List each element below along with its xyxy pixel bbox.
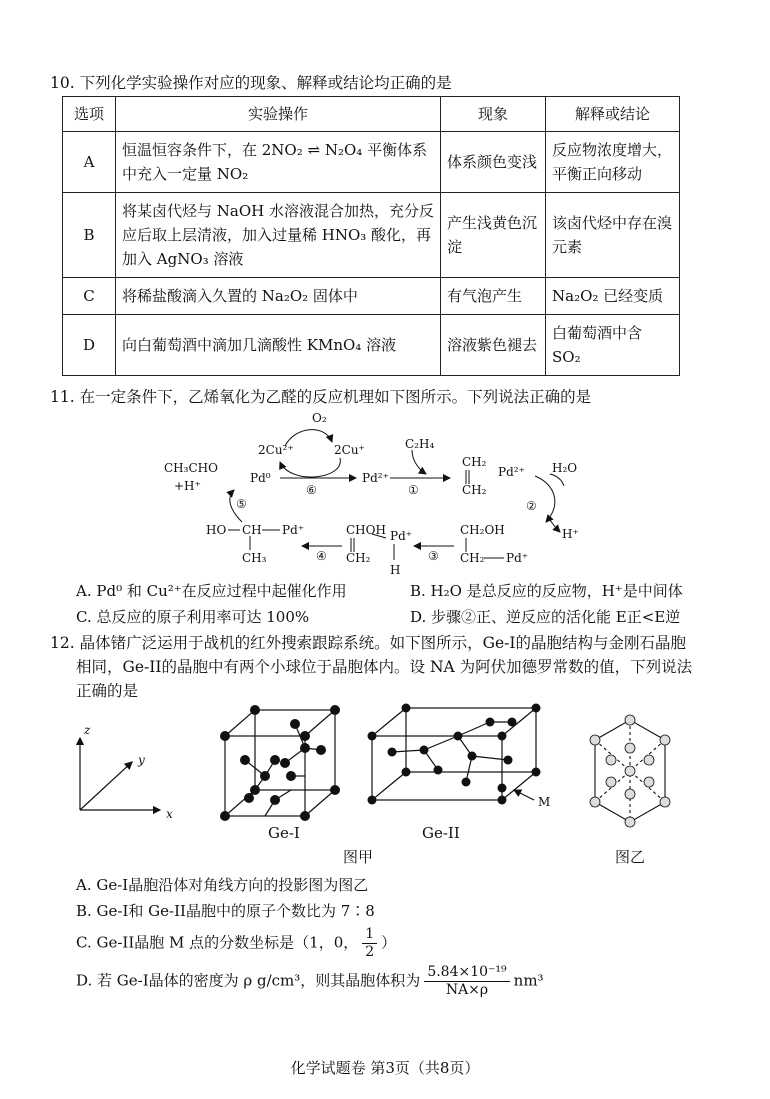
q11-option-c: C. 总反应的原子利用率可达 100% [76, 608, 310, 626]
row-operation: 将稀盐酸滴入久置的 Na₂O₂ 固体中 [116, 278, 441, 315]
row-phenomenon: 体系颜色变浅 [441, 132, 546, 193]
c2h4-label: C₂H₄ [405, 437, 435, 451]
o2-label: O₂ [312, 411, 327, 425]
table-row [63, 315, 680, 376]
row-conclusion: 白葡萄酒中含 SO₂ [546, 315, 680, 376]
fraction-denominator: NA×ρ [445, 982, 489, 998]
q10-table [62, 96, 680, 376]
table-row [63, 132, 680, 193]
header-operation: 实验操作 [116, 97, 441, 132]
step2: ② [526, 499, 537, 513]
ge1-label: Ge-I [268, 824, 300, 842]
fraction-denominator: 2 [365, 944, 375, 960]
header-option: 选项 [63, 97, 116, 132]
row-option: A [63, 132, 116, 193]
pdplus-2: Pd⁺ [390, 529, 413, 543]
h2o-label: H₂O [552, 461, 578, 475]
pd0-label: Pd⁰ [250, 471, 271, 485]
q11-mechanism-diagram [150, 410, 600, 580]
axis-x-label: x [166, 807, 173, 821]
step4: ④ [316, 549, 327, 563]
header-conclusion: 解释或结论 [546, 97, 680, 132]
pd2b-label: Pd²⁺ [498, 465, 525, 479]
m-point-label: M [538, 795, 551, 809]
q11-option-b: B. H₂O 是总反应的反应物，H⁺是中间体 [410, 582, 683, 600]
step1: ① [408, 483, 419, 497]
fig-jia-label: 图甲 [343, 848, 374, 866]
row-operation: 恒温恒容条件下，在 2NO₂ ⇌ N₂O₄ 平衡体系中充入一定量 NO₂ [116, 132, 441, 193]
q12-option-c-text: C. Ge-II晶胞 M 点的分数坐标是（1，0， [76, 933, 359, 952]
row-operation: 向白葡萄酒中滴加几滴酸性 KMnO₄ 溶液 [116, 315, 441, 376]
cu1-label: 2Cu⁺ [334, 443, 365, 457]
step6: ⑥ [306, 483, 317, 497]
pd2-label: Pd²⁺ [362, 471, 389, 485]
q11-option-d: D. 步骤②正、逆反应的活化能 E正<E逆 [410, 608, 681, 626]
row-conclusion: Na₂O₂ 已经变质 [546, 278, 680, 315]
row-conclusion: 反应物浓度增大，平衡正向移动 [546, 132, 680, 193]
row-phenomenon: 有气泡产生 [441, 278, 546, 315]
ch2oh-label: CH₂OH [460, 523, 505, 537]
ho-label: HO [206, 523, 227, 537]
step3: ③ [428, 549, 439, 563]
row-phenomenon: 产生浅黄色沉淀 [441, 193, 546, 278]
page-footer: 化学试题卷 第3页（共8页） [290, 1059, 480, 1077]
row-conclusion: 该卤代烃中存在溴元素 [546, 193, 680, 278]
fraction-volume [424, 964, 509, 999]
h-label: H [390, 563, 401, 577]
table-row [63, 193, 680, 278]
ch-label: CH [242, 523, 262, 537]
ge2-unit-cell [362, 700, 562, 830]
axis-z-label: z [84, 723, 91, 737]
table-row [63, 278, 680, 315]
q12-option-c [76, 926, 396, 961]
ch2-mid: CH₂ [346, 551, 371, 565]
chohl-label: CHOH [346, 523, 386, 537]
q12-option-a: A. Ge-I晶胞沿体对角线方向的投影图为图乙 [76, 876, 369, 894]
step5: ⑤ [236, 497, 247, 511]
hplus-label: H⁺ [562, 527, 579, 541]
row-option: C [63, 278, 116, 315]
q11-stem: 11. 在一定条件下，乙烯氧化为乙醛的反应机理如下图所示。下列说法正确的是 [50, 388, 592, 406]
row-operation: 将某卤代烃与 NaOH 水溶液混合加热，充分反应后取上层清液，加入过量稀 HNO₃ 酸化，再加入 AgNO₃ 溶液 [116, 193, 441, 278]
fig-yi-label: 图乙 [615, 848, 646, 866]
pdplus-3: Pd⁺ [506, 551, 529, 565]
q12-option-c-close: ） [381, 933, 397, 952]
q12-stem-line2: 相同，Ge-II的晶胞中有两个小球位于晶胞体内。设 NA 为阿伏加德罗常数的值，下列说法 [76, 658, 693, 676]
cu2-label: 2Cu²⁺ [258, 443, 294, 457]
axes-diagram [70, 720, 180, 830]
ge2-label: Ge-II [422, 824, 460, 842]
fraction-half [362, 926, 377, 961]
pdplus-1: Pd⁺ [282, 523, 305, 537]
row-option: D [63, 315, 116, 376]
q12-option-d [76, 964, 544, 999]
ch2-bottom: CH₂ [462, 483, 487, 497]
q11-option-a: A. Pd⁰ 和 Cu²⁺在反应过程中起催化作用 [76, 582, 347, 600]
axis-y-label: y [138, 753, 145, 767]
plush-label: +H⁺ [174, 479, 201, 493]
ch2-right: CH₂ [460, 551, 485, 565]
ch2-top: CH₂ [462, 455, 487, 469]
fraction-numerator: 1 [362, 926, 377, 944]
fraction-numerator: 5.84×10⁻¹⁹ [424, 964, 509, 982]
q12-stem-line3: 正确的是 [76, 682, 139, 700]
q10-stem: 10. 下列化学实验操作对应的现象、解释或结论均正确的是 [50, 74, 452, 92]
row-phenomenon: 溶液紫色褪去 [441, 315, 546, 376]
q12-option-b: B. Ge-I和 Ge-II晶胞中的原子个数比为 7∶8 [76, 902, 375, 920]
ch3-label: CH₃ [242, 551, 267, 565]
table-header-row [63, 97, 680, 132]
row-option: B [63, 193, 116, 278]
header-phenomenon: 现象 [441, 97, 546, 132]
ch3cho-label: CH₃CHO [164, 461, 218, 475]
q12-stem-line1: 12. 晶体锗广泛运用于战机的红外搜索跟踪系统。如下图所示，Ge-I的晶胞结构与金刚石晶胞 [50, 634, 686, 652]
q12-option-d-text: D. 若 Ge-I晶体的密度为 ρ g/cm³，则其晶胞体积为 [76, 971, 421, 990]
ge1-unit-cell [215, 700, 345, 830]
projection-diagram [585, 712, 675, 832]
q12-option-d-unit: nm³ [513, 971, 544, 990]
